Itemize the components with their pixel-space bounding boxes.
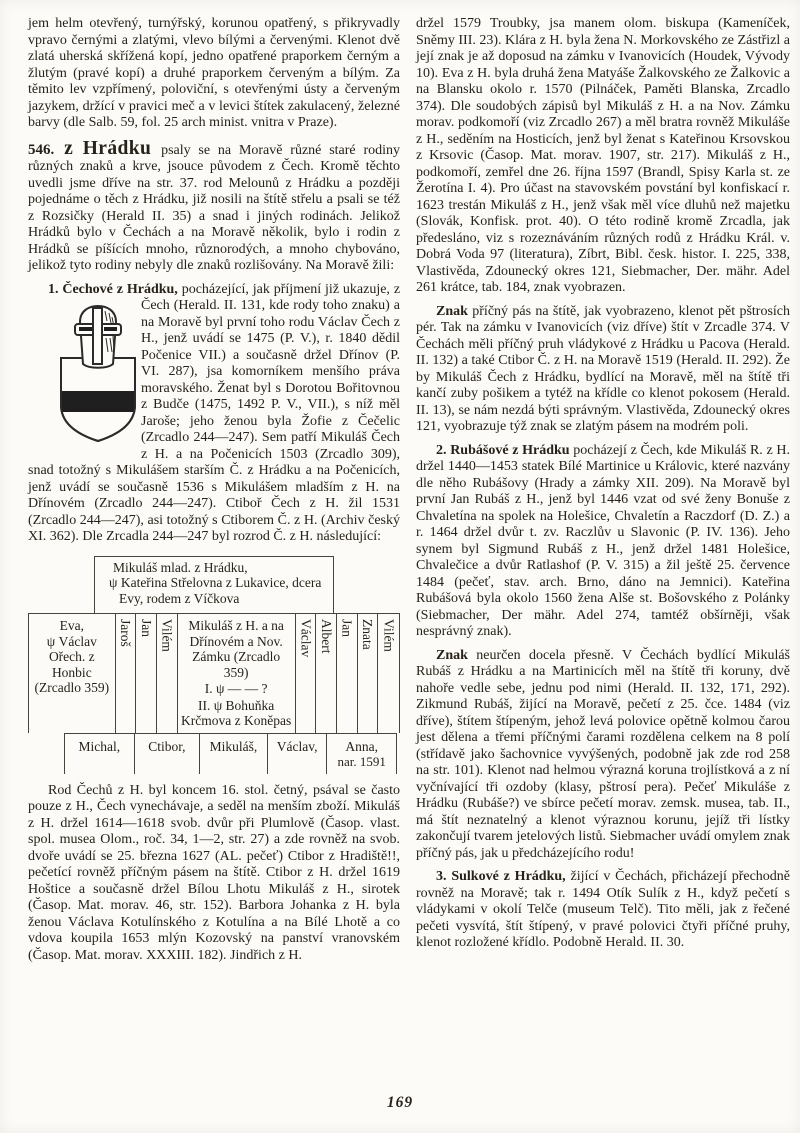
tree-mikulas-name: Mikuláš z H. a na Dřínovém a Nov. Zámku (Zrcadlo 359)	[188, 618, 284, 680]
left-column	[28, 16, 400, 971]
family1-text-a: pocházející, jak příjmení již ukazuje,	[181, 281, 390, 297]
tree-parent-spouse: ψ Kateřina Střelovna z Lukavice, dcera Evy, rodem z Víčkova	[109, 575, 322, 606]
paragraph-rod-cechu: Rod Čechů z H. byl koncem 16. stol. četný, psával se často pouze z H., Čech vynechávaje, a seděl na menším zboží. Mikuláš z H. držel 1614—1618 svob. dvůr při Plumlově (Časop. vlast. spol. musea Olom., roč. 34, 1—2, str. 27) a zde rovněž na svob. dvoře uvádí se 25. března 1627 (AL. pečeť) Ctibor z Hradiště!!, pečetící rovněž příčným pásem na štítě. Ctibor z H. držel 1619 Hoštice a současně držel Bílou Lhotu Mikuláš z H., sirotek (Časop. Mat. morav. 46, str. 152). Barbora Johanka z H. byla ženou Václava Kotulínského z Kotulína a na Bílé Lhotě a co vdova koupila 1653 mlýn Kozovský na panství vranovském (Časop. Mat. morav. XXXIII. 182). Jindřich z H.	[28, 782, 400, 963]
znak2-text: neurčen docela přesně. V Čechách bydlící Mikuláš Rubáš z Hrádku a na Martinicích měl na štítě tři koruny, dvě nahoře vedle sebe, jednu pod nimi (Herald. II. 132, 171, 292). Zikmund Rubáš, žijící na Moravě, pečetí z 25. čce. 1484 (viz dříve), štítem štípeným, jehož levá polovice opětně kolmou čarou jest dělena a třemi příčnými čarami rozdělena celkem na 8 polí (střídavě jako šachovnice vyvýšených, podobně jak zde rod 258 na str. 101). Klenot nad helmou výrazná koruna trojlístková a z ní vyčnívající tři ozdoby (klasy, pštrosí pera). Pečeť Mikuláše z Hrádku (Rubáše?) ve sbírce pečetí morav. zemsk. musea, tab. II., má štít neznatelný a klenot výraznou korunu, jejíž tři lístky zakončují tvarem jetelových listů. Siebmacher uvádí omylem znak příčný pás, jak u předcházejícího rodu!	[416, 647, 790, 861]
family2-text: pocházejí z Čech, kde Mikuláš R. z H. držel 1440—1453 statek Bílé Martinice u Královic, které nazvány dle něho Rubášovy (Hrady a zámky XII. 209). Na Moravě byl první Jan Rubáš z H., jenž byl 1446 vzat od své ženy Bonuše z Chvaletína na spolek na Holešice, Chvaletín a Raczdorf (D. Z.) a r. 1464 držel dvůr t. zv. Raczlův u Slavonic (P. IV. 136). Jeho synem byl Sigmund Rubáš z H., jenž držel 1481 Holešice, Chvalečice a dvůr Ratlashof (P. V. 315) a žil ještě 25. července 1484 (pečeť, stav. arch. Brno, dáno na Jemnici). Kateřina Rubášová byla okolo 1560 žena Alše st. Bošovského z Polánky (Siebmacher, Der mähr. Adel 274, tamtéž obšírněji, však nesprávný znak).	[416, 442, 790, 639]
tree-cell-jan2: Jan	[337, 614, 358, 733]
tree-cell-jan: Jan	[136, 614, 157, 733]
right-column	[416, 16, 790, 971]
page-number: 169	[386, 1093, 414, 1111]
family1-text-b: z Čech (Herald. II. 131, kde rody toho znaku) a na Moravě byl první toho rodu Václav Čech z H., jenž uvádí se 1475 (P. V.), r. 1840 dědil Počenice VII.) a současně držel Dřínov (P. VI. 287), jsa komorníkem menšího práva moravského. Ženat byl s Dorotou Bořitovnou z Budče (1475, 1492 P. V., VII.), s níž měl Jaroše; jeho ženou byla Žofie z Čečelic (Zrcadlo 244—247). Sem patří Mikuláš Čech z H. a na Počenicích 1503 (Zrcadlo 309), snad totožný s Mikulášem starším Č. z Hrádku a na Počenicích, jenž uvádí se současně 1536 s Mikulášem mladším z H. na Dřínovém (Zrcadlo 244—247). Ctiboř Čech z H. žil 1531 (Zrcadlo 244—247), asi totožný s Ctiborem Č. z H. (Archiv český XI. 362). Dle Zrcadla 244—247 byl rozrod Č. z H. následující:	[28, 281, 401, 544]
tree-anna-birth: nar. 1591	[337, 754, 386, 769]
znak1-text: příčný pás na štítě, jak vyobrazeno, klenot pět pštrosích pér. Tak na zámku v Ivanovicích (viz dříve) štít v Zrcadle 374. V Čechách měli příčný pruh vládykové z Hrádku u Pacova (Herald. II. 132) a také Ctibor Č. z H. na Moravě 1519 (Herald. II. 292). Že by Mikuláš Čech z Hrádku, bydlící na Moravě, měl na štítě tři kančí zuby pošikem a tytéž na křídle co klenot pokosem (Herald. II. 13), se nám nezdá býti správným. Vlastivěda, Zdounecký okres 121, vyobrazuje týž znak se zlatým pásem na modrém poli.	[416, 303, 791, 434]
helm-nasal-bar	[93, 308, 102, 364]
helm-eye-slit-left	[79, 327, 92, 331]
family3-text: žijící v Čechách, přicházejí přechodně rovněž na Moravě; tak r. 1494 Otík Sulík z H., když pečetí s vládykami v okolí Telče (museum Telč). Tito měli, jak z řečené pečeti vysvítá, štít štípený, v pravé polovici čtyři příčné pruhy, klenot rozložené křídlo. Podobně Herald. II. 30.	[416, 869, 791, 950]
znak2-heading: Znak	[436, 647, 468, 663]
tree-parent-name: Mikuláš mlad. z Hrádku,	[113, 559, 248, 575]
family1-heading: 1. Čechové z Hrádku,	[48, 281, 178, 297]
znak1-heading: Znak	[436, 303, 468, 319]
coat-of-arms-illustration	[28, 302, 128, 444]
family2-heading: 2. Rubášové z Hrádku	[436, 442, 570, 458]
tree-cell-michal: Michal,	[65, 734, 135, 774]
tree-eva-name: Eva,	[59, 618, 84, 633]
tree-cell-vilem2: Vilém	[381, 619, 397, 652]
tree-children-row	[28, 613, 400, 733]
tree-cell-jaros: Jaroš	[116, 614, 137, 733]
paragraph-znak-rubasove	[416, 648, 790, 863]
section-text: psaly se na Moravě různé staré rodiny různých znaků a krve, jsouce původem z Čech. Kromě těchto uvedli jsme dříve na str. 37. rod Melounů z Hrádku a později pojednáme o těch z Hrádku, již nosili na štítě střelu a psali se též z Rozsičky (Herald II. 35) a snad i jiných rodinách. Jelikož Hrádků bylo v Čechách a na Moravě několik, bylo i rodin z Hrádků se píšících mnoho, různorodých, a mnoho chybováno, jelikož tyto rodiny nebyly dle znaků rozlišovány. Na Moravě žili:	[28, 142, 401, 273]
family-tree-table	[28, 556, 400, 774]
tree-cell-vaclav: Václav	[296, 614, 317, 733]
paragraph-sulkove	[416, 869, 790, 952]
tree-anna-name: Anna,	[345, 738, 379, 754]
tree-cell-vaclav-jr: Václav,	[268, 734, 328, 774]
paragraph-drzel-1579: držel 1579 Troubky, jsa manem olom. biskupa (Kameníček, Sněmy III. 23). Klára z H. byla žena N. Morkovského ze Zástřizl a její znak je až doposud na zámku v Ivanovicích (Houdek, Vývody 10). Eva z H. byla druhá žena Matyáše Žalkovského ze Žalkovic a na Blansku okolo r. 1570 (Pilnáček, Paměti Blanska, Zrcadlo 374). Dle soudobých zápisů byl Mikuláš z H. a na Nov. Zámku morav. podkomoří (viz Zrcadlo 267) a měl bratra rovněž Mikuláše z H., seděním na Hosticích, jenž byl ženat s Kateřinou Krsovskou z Krsovic (Časop. Mat. morav. 1907, str. 217). Mikuláš z H., podkomoří, zemřel dne 26. října 1597 (Brandl, Spisy Karla st. ze Žerotína I. 4). Pro účast na stavovském povstání byl konfiskací r. 1623 trestán Mikuláš z H., jenž však měl více dluhů než majetku (Slovák, Konfisk. prot. 40). O této rodině kromě Zrcadla, jak předesláno, viz s rozeznáváním různých rodů z Hrádku Král. v. Dobrá Voda 97 (literatura), Zíbrt, Bibl. česk. histor. I. 225, 338, Vlastivěda, Zdounecký okres 121, Siebmacher, Der. mähr. Adel 261 krátce, tab. 184, znak vyobrazen.	[416, 16, 790, 295]
tree-parent-box	[94, 556, 334, 614]
tree-eva-spouse: ψ Václav Ořech. z Honbic (Zrcadlo 359)	[34, 633, 110, 695]
tree-mikulas-marriage1: I. ψ — — ?	[204, 681, 268, 696]
tree-cell-eva	[29, 614, 116, 733]
tree-grandchildren-row	[64, 733, 397, 774]
paragraph-znak-cechove	[416, 304, 790, 436]
tree-cell-albert: Albert	[316, 614, 337, 733]
paragraph-rubasove	[416, 443, 790, 641]
section-title: z Hrádku	[64, 137, 152, 159]
section-546-paragraph	[28, 139, 400, 275]
paragraph-cechove-z-hradku	[28, 282, 400, 546]
tree-cell-vilem: Vilém	[157, 614, 178, 733]
tree-cell-znata: Znata	[358, 614, 379, 733]
family3-heading: 3. Sulkové z Hrádku,	[436, 869, 566, 884]
tree-cell-mikulas	[178, 614, 296, 733]
shield-helm-drawing	[48, 302, 148, 444]
two-column-text	[28, 16, 790, 971]
paragraph-helm-continuation: jem helm otevřený, turnýřský, korunou opatřený, s přikryvadly vpravo černými a zlatými, vlevo bílými a červenými. Klenot dvě zlatá uherská skřížená kopí, jedno opatřené praporkem černým a žlutým (pravé kopí) a druhé praporkem červeným a bílým. Za těmito lev vzpřímený, poloviční, s otevřenými ústy a červeným jazykem, držící v pravici meč a v levici štítek zakulacený, železné barvy (dle Salb. 59, fol. 25 arch minist. vnitra v Praze).	[28, 16, 400, 130]
shield-fess-band	[59, 391, 137, 412]
tree-cell-ctibor: Ctibor,	[135, 734, 201, 774]
helm-eye-slit-right	[104, 327, 117, 331]
tree-cell-mikulas-jr: Mikuláš,	[200, 734, 268, 774]
tree-cell-anna	[327, 734, 396, 774]
tree-mikulas-marriage2: II. ψ Bohuňka Krčmova z Koněpas	[181, 697, 292, 728]
section-number: 546.	[28, 141, 55, 158]
